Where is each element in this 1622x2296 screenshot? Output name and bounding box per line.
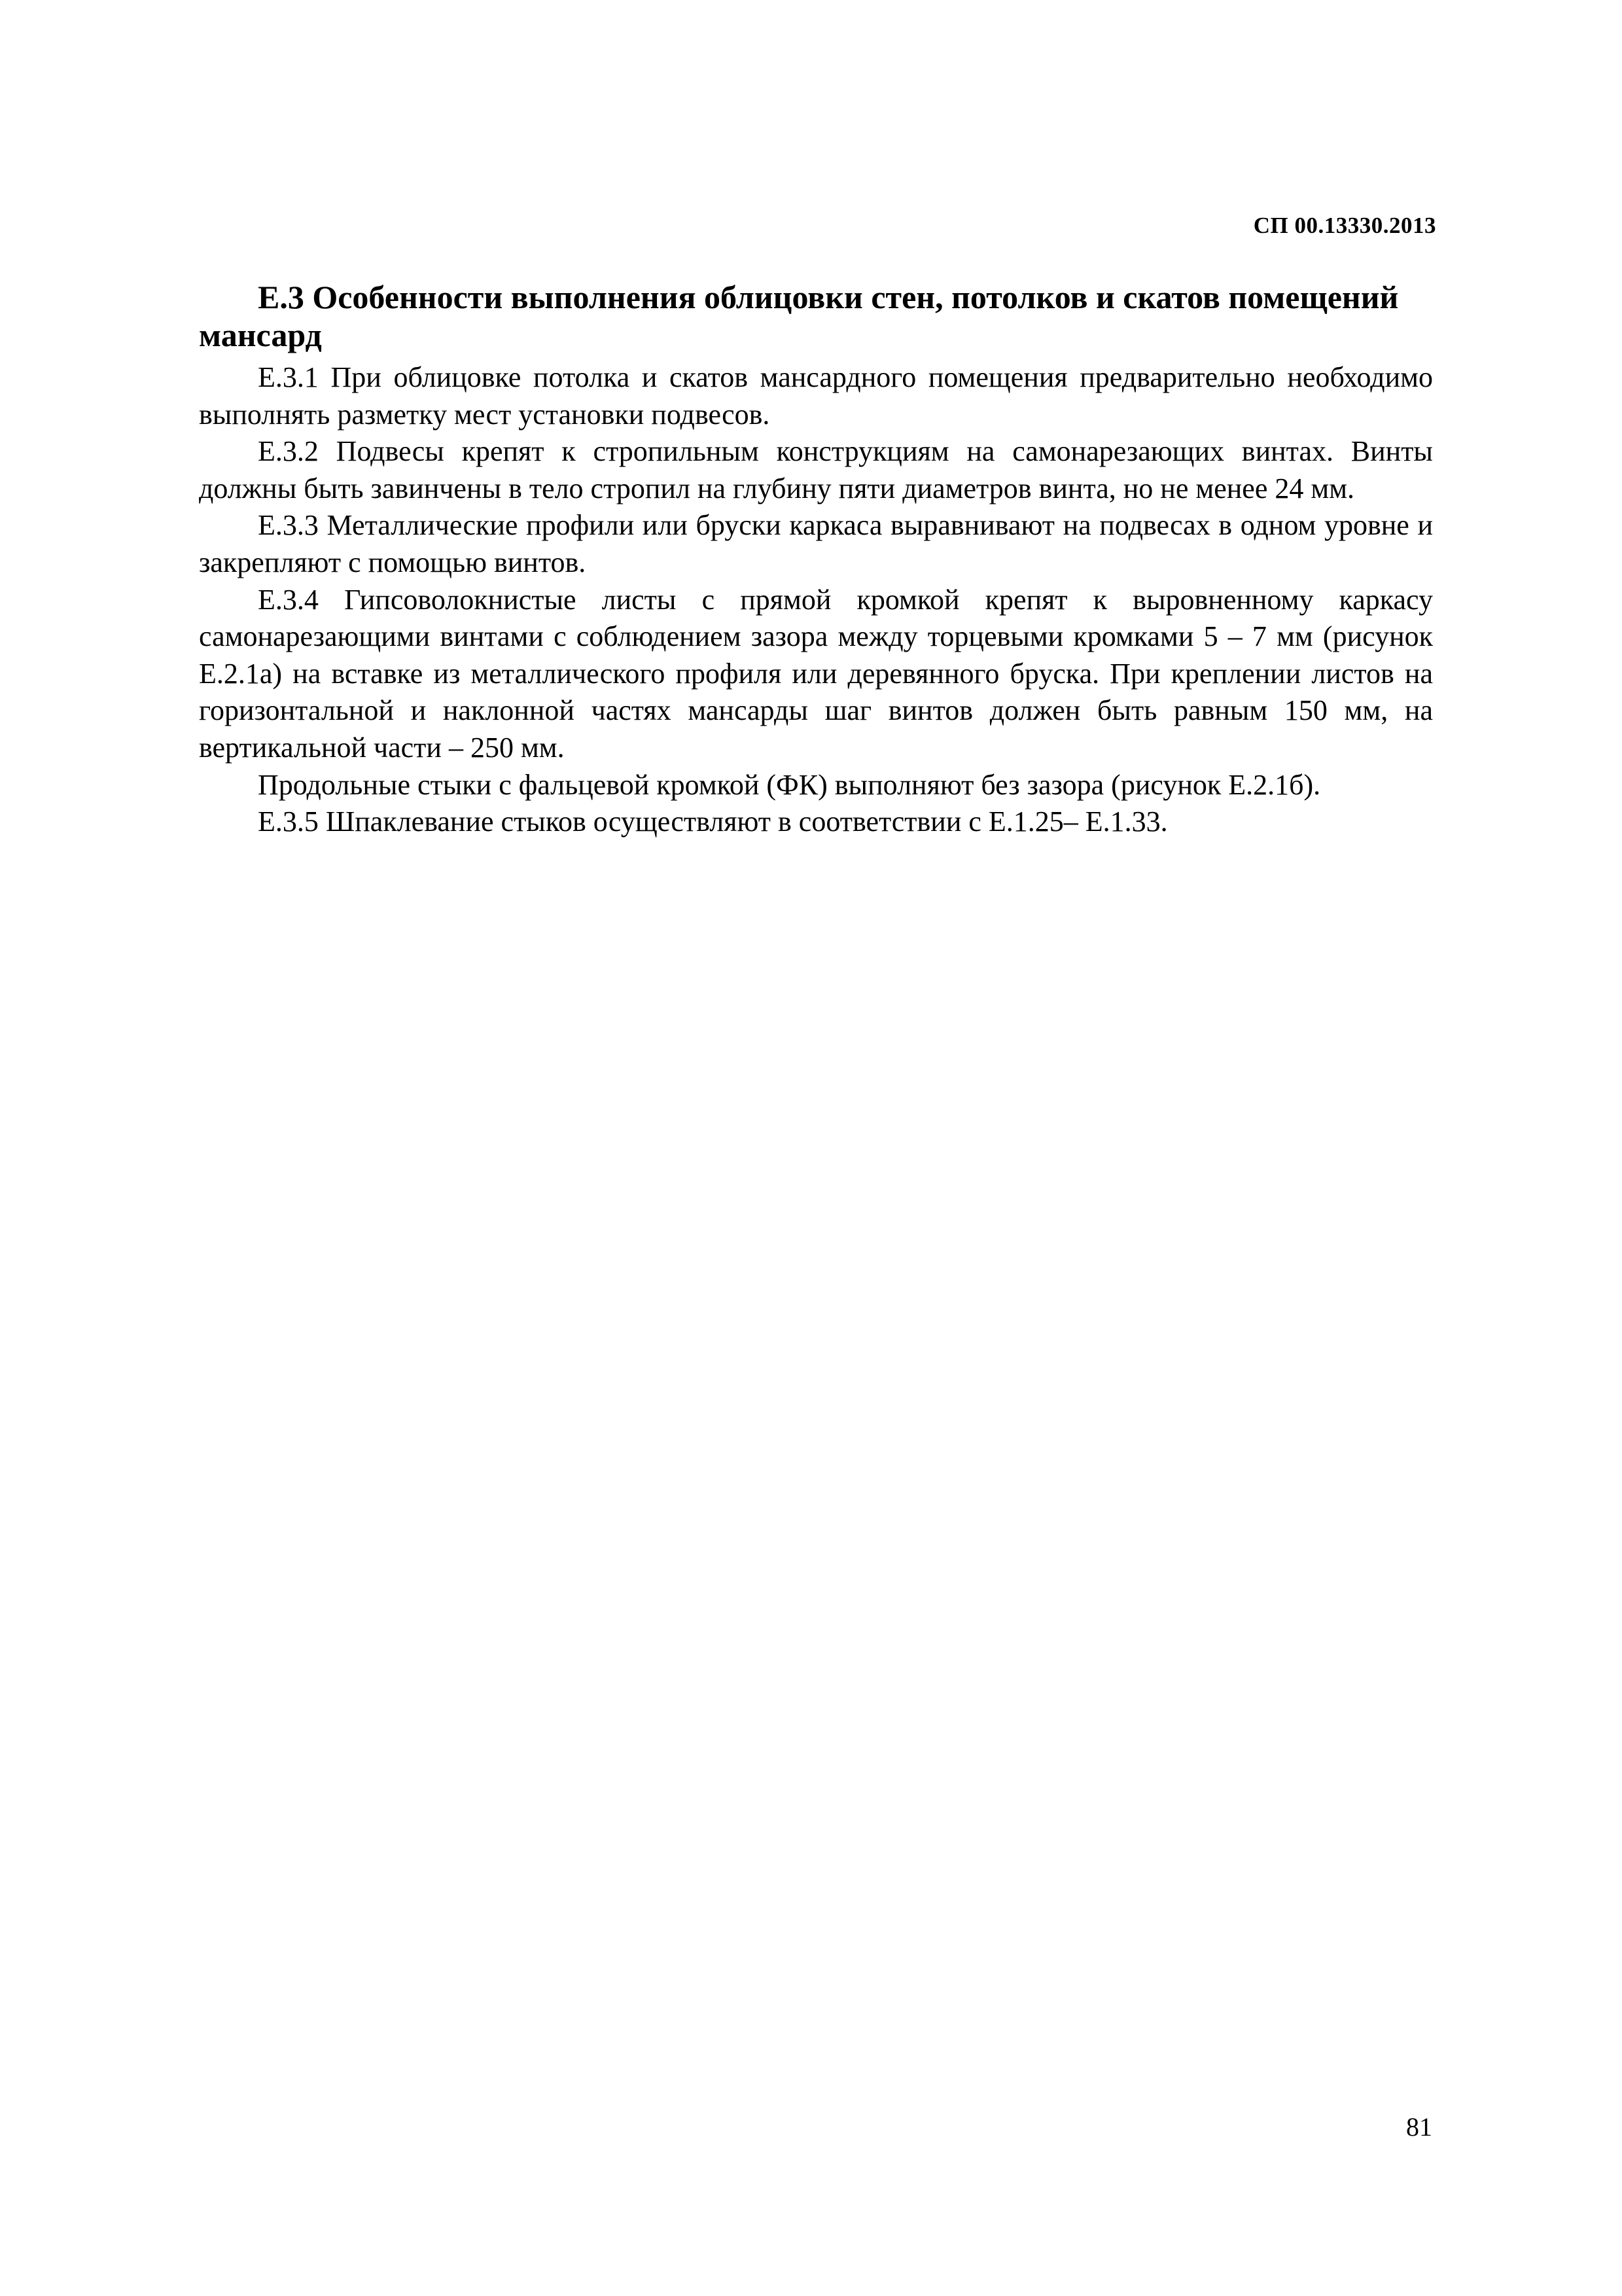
document-code: СП 00.13330.2013 (1253, 213, 1436, 238)
page-number: 81 (1406, 2112, 1432, 2142)
paragraph-e-3-1: Е.3.1 При облицовке потолка и скатов мансардного помещения предварительно необходимо выполнять разметку мест установки подвесов. (199, 361, 1433, 431)
paragraph-e-3-4: Е.3.4 Гипсоволокнистые листы с прямой кромкой крепят к выровненному каркасу самонарезающими винтами с соблюдением зазора между торцевыми кромками 5 – 7 мм (рисунок Е.2.1а) на вставке из металлического профиля или деревянного бруска. При креплении листов на горизонтальной и наклонной частях мансарды шаг винтов должен быть равным 150 мм, на вертикальной части – 250 мм. (199, 583, 1433, 764)
paragraph-e-3-5: Е.3.5 Шпаклевание стыков осуществляют в соответствии с Е.1.25– Е.1.33. (258, 805, 1168, 838)
paragraph-longitudinal-joints: Продольные стыки с фальцевой кромкой (ФК) выполняют без зазора (рисунок Е.2.1б). (258, 768, 1321, 801)
paragraph-e-3-3: Е.3.3 Металлические профили или бруски каркаса выравнивают на подвесах в одном уровне и закрепляют с помощью винтов. (199, 509, 1433, 578)
document-body (199, 278, 1433, 841)
section-title: Е.3 Особенности выполнения облицовки стен, потолков и скатов помещений мансард (199, 279, 1399, 353)
paragraph-e-3-2: Е.3.2 Подвесы крепят к стропильным конструкциям на самонарезающих винтах. Винты должны быть завинчены в тело стропил на глубину пяти диаметров винта, но не менее 24 мм. (199, 435, 1433, 504)
